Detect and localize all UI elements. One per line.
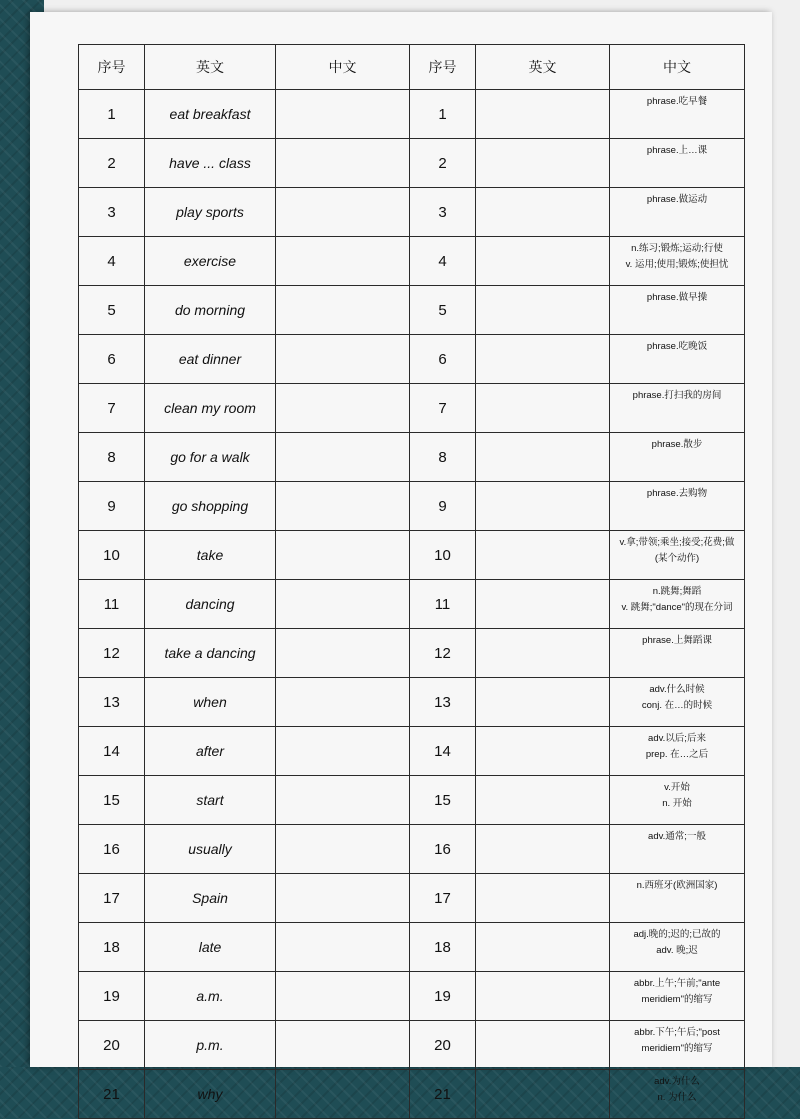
chinese-meaning bbox=[610, 433, 745, 482]
chinese-meaning-line: adv. 晚;迟 bbox=[656, 945, 698, 956]
row-number-left: 6 bbox=[79, 335, 145, 384]
chinese-meaning-line: prep. 在…之后 bbox=[645, 749, 709, 760]
table-row bbox=[79, 188, 745, 237]
row-number-right: 19 bbox=[410, 972, 476, 1021]
english-word: Spain bbox=[145, 874, 276, 923]
row-number-left: 18 bbox=[79, 923, 145, 972]
chinese-meaning-line: adv.什么时候 bbox=[649, 684, 705, 695]
english-word: go for a walk bbox=[145, 433, 276, 482]
chinese-meaning-line: n.西班牙(欧洲国家) bbox=[636, 880, 718, 891]
chinese-meaning bbox=[610, 776, 745, 825]
english-answer-blank bbox=[476, 433, 610, 482]
header-english-left: 英文 bbox=[145, 45, 276, 90]
chinese-meaning bbox=[610, 482, 745, 531]
table-row bbox=[79, 482, 745, 531]
english-word: clean my room bbox=[145, 384, 276, 433]
english-word: start bbox=[145, 776, 276, 825]
chinese-meaning bbox=[610, 825, 745, 874]
chinese-meaning bbox=[610, 678, 745, 727]
header-num-left: 序号 bbox=[79, 45, 145, 90]
chinese-meaning-line: n.练习;锻炼;运动;行使 bbox=[631, 243, 723, 254]
english-word: usually bbox=[145, 825, 276, 874]
chinese-meaning-line: (某个动作) bbox=[654, 553, 700, 564]
chinese-answer-blank bbox=[276, 139, 410, 188]
chinese-meaning-line: v. 运用;使用;锻炼;使担忧 bbox=[625, 259, 729, 270]
chinese-answer-blank bbox=[276, 1070, 410, 1119]
english-answer-blank bbox=[476, 237, 610, 286]
row-number-left: 3 bbox=[79, 188, 145, 237]
chinese-meaning-line: v.开始 bbox=[664, 782, 690, 793]
english-word: exercise bbox=[145, 237, 276, 286]
row-number-left: 15 bbox=[79, 776, 145, 825]
english-answer-blank bbox=[476, 776, 610, 825]
row-number-right: 1 bbox=[410, 90, 476, 139]
chinese-meaning bbox=[610, 384, 745, 433]
chinese-meaning-line: adj.晚的;迟的;已故的 bbox=[633, 929, 721, 940]
chinese-meaning bbox=[610, 874, 745, 923]
row-number-right: 5 bbox=[410, 286, 476, 335]
english-answer-blank bbox=[476, 482, 610, 531]
row-number-left: 14 bbox=[79, 727, 145, 776]
english-word: p.m. bbox=[145, 1021, 276, 1070]
header-num-right: 序号 bbox=[410, 45, 476, 90]
english-word: dancing bbox=[145, 580, 276, 629]
chinese-meaning bbox=[610, 1070, 745, 1119]
chinese-meaning-line: v. 跳舞;"dance"的现在分词 bbox=[621, 602, 733, 613]
row-number-left: 9 bbox=[79, 482, 145, 531]
chinese-answer-blank bbox=[276, 727, 410, 776]
english-word: eat breakfast bbox=[145, 90, 276, 139]
row-number-left: 13 bbox=[79, 678, 145, 727]
chinese-answer-blank bbox=[276, 776, 410, 825]
chinese-meaning bbox=[610, 531, 745, 580]
row-number-right: 6 bbox=[410, 335, 476, 384]
english-word: why bbox=[145, 1070, 276, 1119]
english-word: when bbox=[145, 678, 276, 727]
row-number-left: 2 bbox=[79, 139, 145, 188]
row-number-right: 11 bbox=[410, 580, 476, 629]
chinese-meaning-line: phrase.散步 bbox=[651, 439, 703, 450]
english-answer-blank bbox=[476, 727, 610, 776]
row-number-right: 4 bbox=[410, 237, 476, 286]
row-number-right: 12 bbox=[410, 629, 476, 678]
english-word: have ... class bbox=[145, 139, 276, 188]
chinese-answer-blank bbox=[276, 286, 410, 335]
row-number-left: 8 bbox=[79, 433, 145, 482]
chinese-meaning bbox=[610, 629, 745, 678]
row-number-left: 17 bbox=[79, 874, 145, 923]
row-number-left: 1 bbox=[79, 90, 145, 139]
chinese-meaning bbox=[610, 139, 745, 188]
vocabulary-table bbox=[78, 44, 745, 1119]
chinese-answer-blank bbox=[276, 923, 410, 972]
row-number-left: 19 bbox=[79, 972, 145, 1021]
chinese-meaning bbox=[610, 923, 745, 972]
chinese-meaning bbox=[610, 237, 745, 286]
english-word: do morning bbox=[145, 286, 276, 335]
english-word: eat dinner bbox=[145, 335, 276, 384]
chinese-meaning bbox=[610, 727, 745, 776]
row-number-left: 7 bbox=[79, 384, 145, 433]
english-answer-blank bbox=[476, 90, 610, 139]
table-row bbox=[79, 874, 745, 923]
header-chinese-left: 中文 bbox=[276, 45, 410, 90]
chinese-meaning-line: n. 开始 bbox=[662, 798, 692, 809]
row-number-left: 11 bbox=[79, 580, 145, 629]
row-number-left: 5 bbox=[79, 286, 145, 335]
english-answer-blank bbox=[476, 923, 610, 972]
chinese-answer-blank bbox=[276, 825, 410, 874]
english-answer-blank bbox=[476, 335, 610, 384]
table-row bbox=[79, 972, 745, 1021]
chinese-meaning-line: phrase.打扫我的房间 bbox=[632, 390, 722, 401]
chinese-meaning-line: phrase.上舞蹈课 bbox=[642, 635, 712, 646]
table-row bbox=[79, 580, 745, 629]
row-number-right: 8 bbox=[410, 433, 476, 482]
chinese-answer-blank bbox=[276, 874, 410, 923]
row-number-right: 14 bbox=[410, 727, 476, 776]
row-number-left: 16 bbox=[79, 825, 145, 874]
chinese-meaning-line: meridiem"的缩写 bbox=[641, 1043, 713, 1054]
chinese-meaning-line: phrase.吃晚饭 bbox=[646, 341, 708, 352]
chinese-answer-blank bbox=[276, 482, 410, 531]
chinese-meaning-line: v.拿;带领;乘坐;接受;花费;做 bbox=[619, 537, 735, 548]
row-number-left: 20 bbox=[79, 1021, 145, 1070]
row-number-left: 12 bbox=[79, 629, 145, 678]
chinese-meaning-line: n.跳舞;舞蹈 bbox=[652, 586, 702, 597]
chinese-meaning bbox=[610, 1021, 745, 1070]
table-row bbox=[79, 90, 745, 139]
header-english-right: 英文 bbox=[476, 45, 610, 90]
english-answer-blank bbox=[476, 1021, 610, 1070]
english-answer-blank bbox=[476, 139, 610, 188]
chinese-meaning-line: phrase.上…课 bbox=[646, 145, 708, 156]
chinese-meaning-line: phrase.做运动 bbox=[646, 194, 708, 205]
row-number-right: 9 bbox=[410, 482, 476, 531]
row-number-right: 18 bbox=[410, 923, 476, 972]
chinese-meaning-line: adv.以后;后来 bbox=[648, 733, 706, 744]
table-row bbox=[79, 1070, 745, 1119]
table-row bbox=[79, 433, 745, 482]
chinese-answer-blank bbox=[276, 188, 410, 237]
table-row bbox=[79, 776, 745, 825]
table-row bbox=[79, 237, 745, 286]
row-number-right: 15 bbox=[410, 776, 476, 825]
table-row bbox=[79, 678, 745, 727]
english-answer-blank bbox=[476, 1070, 610, 1119]
row-number-right: 3 bbox=[410, 188, 476, 237]
chinese-answer-blank bbox=[276, 1021, 410, 1070]
table-row bbox=[79, 727, 745, 776]
chinese-meaning-line: n. 为什么 bbox=[657, 1092, 697, 1103]
row-number-right: 13 bbox=[410, 678, 476, 727]
chinese-meaning-line: adv.为什么 bbox=[654, 1076, 700, 1087]
table-row bbox=[79, 825, 745, 874]
chinese-meaning-line: abbr.下午;午后;"post bbox=[634, 1027, 720, 1038]
table-row bbox=[79, 629, 745, 678]
chinese-meaning bbox=[610, 580, 745, 629]
row-number-right: 10 bbox=[410, 531, 476, 580]
chinese-meaning-line: phrase.做早操 bbox=[646, 292, 708, 303]
row-number-right: 7 bbox=[410, 384, 476, 433]
chinese-meaning bbox=[610, 286, 745, 335]
english-word: late bbox=[145, 923, 276, 972]
table-row bbox=[79, 1021, 745, 1070]
chinese-meaning-line: abbr.上午;午前;"ante bbox=[633, 978, 721, 989]
chinese-meaning bbox=[610, 188, 745, 237]
english-answer-blank bbox=[476, 825, 610, 874]
row-number-left: 4 bbox=[79, 237, 145, 286]
chinese-answer-blank bbox=[276, 629, 410, 678]
chinese-answer-blank bbox=[276, 531, 410, 580]
chinese-answer-blank bbox=[276, 972, 410, 1021]
chinese-meaning bbox=[610, 335, 745, 384]
english-word: a.m. bbox=[145, 972, 276, 1021]
english-answer-blank bbox=[476, 286, 610, 335]
row-number-left: 10 bbox=[79, 531, 145, 580]
chinese-answer-blank bbox=[276, 335, 410, 384]
english-answer-blank bbox=[476, 678, 610, 727]
chinese-answer-blank bbox=[276, 384, 410, 433]
chinese-meaning-line: phrase.吃早餐 bbox=[646, 96, 708, 107]
chinese-answer-blank bbox=[276, 580, 410, 629]
chinese-answer-blank bbox=[276, 237, 410, 286]
table-row bbox=[79, 531, 745, 580]
chinese-answer-blank bbox=[276, 90, 410, 139]
header-row bbox=[79, 45, 745, 90]
english-answer-blank bbox=[476, 580, 610, 629]
header-chinese-right: 中文 bbox=[610, 45, 745, 90]
table-row bbox=[79, 335, 745, 384]
english-word: go shopping bbox=[145, 482, 276, 531]
row-number-right: 17 bbox=[410, 874, 476, 923]
english-answer-blank bbox=[476, 972, 610, 1021]
english-answer-blank bbox=[476, 874, 610, 923]
english-word: after bbox=[145, 727, 276, 776]
row-number-right: 2 bbox=[410, 139, 476, 188]
row-number-left: 21 bbox=[79, 1070, 145, 1119]
english-answer-blank bbox=[476, 531, 610, 580]
chinese-meaning bbox=[610, 972, 745, 1021]
table-row bbox=[79, 139, 745, 188]
english-word: take bbox=[145, 531, 276, 580]
english-word: play sports bbox=[145, 188, 276, 237]
chinese-meaning-line: meridiem"的缩写 bbox=[641, 994, 713, 1005]
chinese-answer-blank bbox=[276, 433, 410, 482]
english-answer-blank bbox=[476, 629, 610, 678]
english-word: take a dancing bbox=[145, 629, 276, 678]
row-number-right: 21 bbox=[410, 1070, 476, 1119]
table-row bbox=[79, 923, 745, 972]
english-answer-blank bbox=[476, 384, 610, 433]
english-answer-blank bbox=[476, 188, 610, 237]
row-number-right: 16 bbox=[410, 825, 476, 874]
chinese-meaning-line: conj. 在…的时候 bbox=[641, 700, 713, 711]
chinese-answer-blank bbox=[276, 678, 410, 727]
chinese-meaning-line: phrase.去购物 bbox=[646, 488, 708, 499]
chinese-meaning-line: adv.通常;一般 bbox=[648, 831, 706, 842]
table-row bbox=[79, 286, 745, 335]
chinese-meaning bbox=[610, 90, 745, 139]
row-number-right: 20 bbox=[410, 1021, 476, 1070]
table-row bbox=[79, 384, 745, 433]
